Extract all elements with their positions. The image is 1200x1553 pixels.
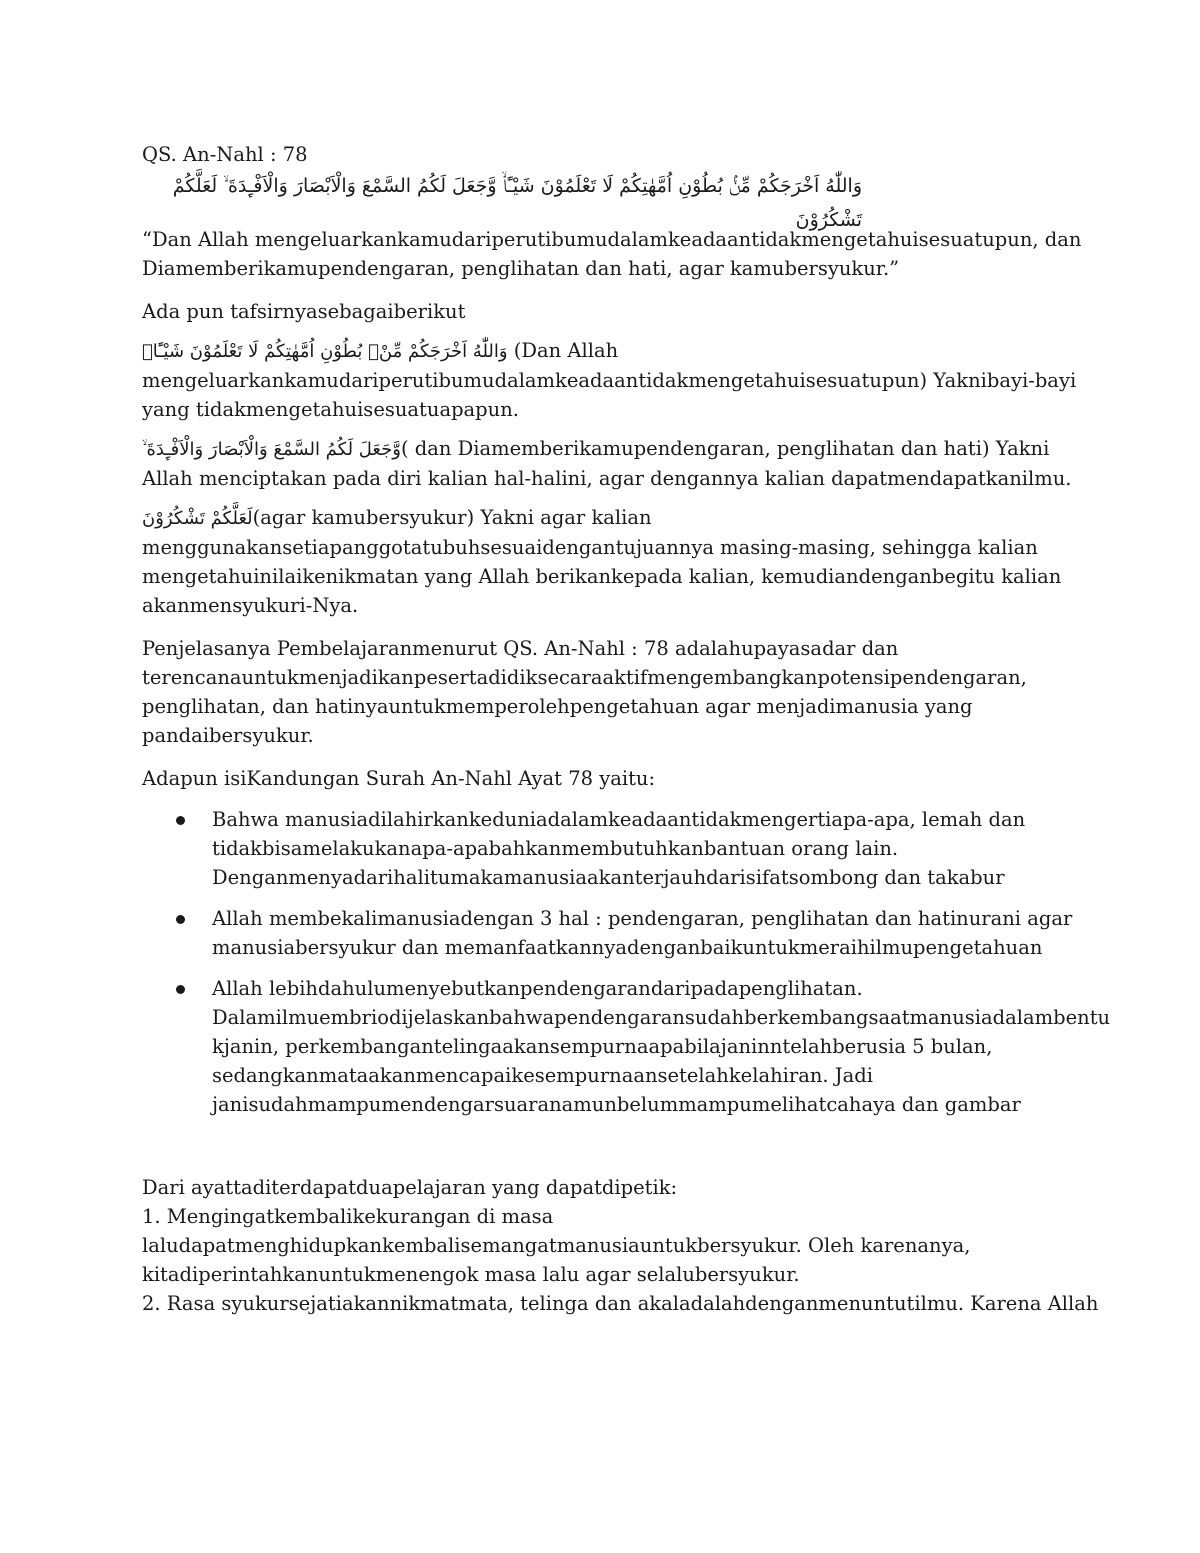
tafsir-section-2 — [142, 434, 1072, 493]
pelajaran-section — [142, 1173, 1099, 1318]
pelajaran-line: 2. Rasa syukursejatiakannikmatmata, telinga dan akaladalahdenganmenuntutilmu. Karena Allah — [142, 1292, 1099, 1315]
penjelasan-line: terencanauntukmenjadikanpesertadidiksecaraaktifmengembangkanpotensipendengaran, — [142, 666, 1027, 689]
translation-line: “Dan Allah mengeluarkankamudariperutibumudalamkeadaantidakmengetahuisesuatupun, dan — [142, 228, 1082, 251]
tafsir-line: Allah menciptakan pada diri kalian hal-halini, agar dengannya kalian dapatmendapatkanilmu. — [142, 467, 1072, 490]
pelajaran-line: Dari ayattaditerdapatduapelajaran yang dapatdipetik: — [142, 1176, 678, 1199]
list-item-line: janisudahmampumendengarsuaranamunbelummampumelihatcahaya dan gambar — [212, 1093, 1021, 1116]
bullet-icon — [176, 816, 185, 825]
pelajaran-line: kitadiperintahkanuntukmenengok masa lalu agar selalubersyukur. — [142, 1263, 800, 1286]
tafsir-text-2: ( dan Diamemberikamupendengaran, penglihatan dan hati) Yakni — [400, 437, 1050, 460]
tafsir-section-3 — [142, 503, 1062, 620]
list-item-line: sedangkanmataakanmencapaikesempurnaansetelahkelahiran. Jadi — [212, 1064, 873, 1087]
list-item-line: Allah lebihdahulumenyebutkanpendengarandaripadapenglihatan. — [212, 977, 863, 1000]
tafsir-line: menggunakansetiapanggotatubuhsesuaidengantujuannya masing-masing, sehingga kalian — [142, 536, 1038, 559]
surah-title: QS. An-Nahl : 78 — [142, 143, 308, 166]
kandungan-intro: Adapun isiKandungan Surah An-Nahl Ayat 78 yaitu: — [142, 767, 656, 790]
tafsir-section-1 — [142, 336, 1077, 424]
list-item — [142, 974, 1111, 1119]
bullet-icon — [176, 985, 185, 994]
document-page — [142, 140, 1111, 1318]
tafsir-arabic-2: وَّجَعَلَ لَكُمُ السَّمْعَ وَالْاَبْصَارَ وَالْاَفْـِٕدَةَ ۙ — [142, 439, 401, 460]
translation-line: Diamemberikamupendengaran, penglihatan dan hati, agar kamubersyukur.” — [142, 257, 900, 280]
list-item — [142, 805, 1062, 892]
list-item-line: Dalamilmuembriodijelaskanbahwapendengaransudahberkembangsaatmanusiadalambentu — [212, 1006, 1111, 1029]
bullet-icon — [176, 915, 185, 924]
tafsir-text-3: (agar kamubersyukur) Yakni agar kalian — [252, 506, 652, 529]
pelajaran-line: 1. Mengingatkembalikekurangan di masa — [142, 1205, 554, 1228]
list-item-line: kjanin, perkembangantelingaakansempurnaapabilajaninntelahberusia 5 bulan, — [212, 1035, 993, 1058]
penjelasan-line: penglihatan, dan hatinyauntukmemperolehpengetahuan agar menjadimanusia yang — [142, 695, 973, 718]
translation-paragraph — [142, 225, 1082, 283]
tafsir-first-line — [142, 434, 1062, 464]
list-item-line: Bahwa manusiadilahirkankeduniadalamkeadaantidakmengertiapa-apa, lemah dan — [212, 808, 1026, 831]
list-item-line: tidakbisamelakukanapa-apabahkanmembutuhkanbantuan orang lain. — [212, 837, 899, 860]
tafsir-intro: Ada pun tafsirnyasebagaiberikut — [142, 300, 466, 323]
tafsir-text-1: (Dan Allah — [513, 339, 619, 362]
list-item-line: manusiabersyukur dan memanfaatkannyadenganbaikuntukmeraihilmupengetahuan — [212, 936, 1043, 959]
tafsir-first-line — [142, 336, 1062, 366]
list-item-line: Allah membekalimanusiadengan 3 hal : pendengaran, penglihatan dan hatinurani agar — [212, 907, 1073, 930]
tafsir-line: yang tidakmengetahuisesuatuapapun. — [142, 398, 519, 421]
tafsir-line: mengeluarkankamudariperutibumudalamkeadaantidakmengetahuisesuatupun) Yaknibayi-bayi — [142, 369, 1077, 392]
tafsir-arabic-1: وَاللّٰهُ اَخْرَجَكُمْ مِّنْۢ بُطُوْنِ اُمَّهٰتِكُمْ لَا تَعْلَمُوْنَ شَيْـًٔاۙ — [142, 341, 508, 362]
penjelasan-line: Penjelasanya Pembelajaranmenurut QS. An-Nahl : 78 adalahupayasadar dan — [142, 637, 899, 660]
tafsir-arabic-3: لَعَلَّكُمْ تَشْكُرُوْنَ — [142, 508, 253, 529]
tafsir-first-line — [142, 503, 1062, 533]
tafsir-line: akanmensyukuri-Nya. — [142, 594, 359, 617]
penjelasan-paragraph — [142, 634, 1062, 750]
pelajaran-line: laludapatmenghidupkankembalisemangatmanusiauntukbersyukur. Oleh karenanya, — [142, 1234, 971, 1257]
ayat-arabic-full: وَاللّٰهُ اَخْرَجَكُمْ مِّنْۢ بُطُوْنِ اُمَّهٰتِكُمْ لَا تَعْلَمُوْنَ شَيْـًٔاۙ وَّجَعَلَ لَكُمُ السَّمْعَ وَالْاَبْصَارَ وَالْاَفْـِٕدَةَ ۙ لَعَلَّكُمْ تَشْكُرُوْنَ — [172, 175, 862, 231]
penjelasan-line: pandaibersyukur. — [142, 724, 314, 747]
list-item-line: Denganmenyadarihalitumakamanusiaakanterjauhdarisifatsombong dan takabur — [212, 866, 1005, 889]
list-item — [142, 904, 1073, 962]
tafsir-line: mengetahuinilaikenikmatan yang Allah berikankepada kalian, kemudiandenganbegitu kalian — [142, 565, 1062, 588]
paragraph-spacer — [142, 1131, 1062, 1173]
kandungan-list — [142, 805, 1111, 1119]
